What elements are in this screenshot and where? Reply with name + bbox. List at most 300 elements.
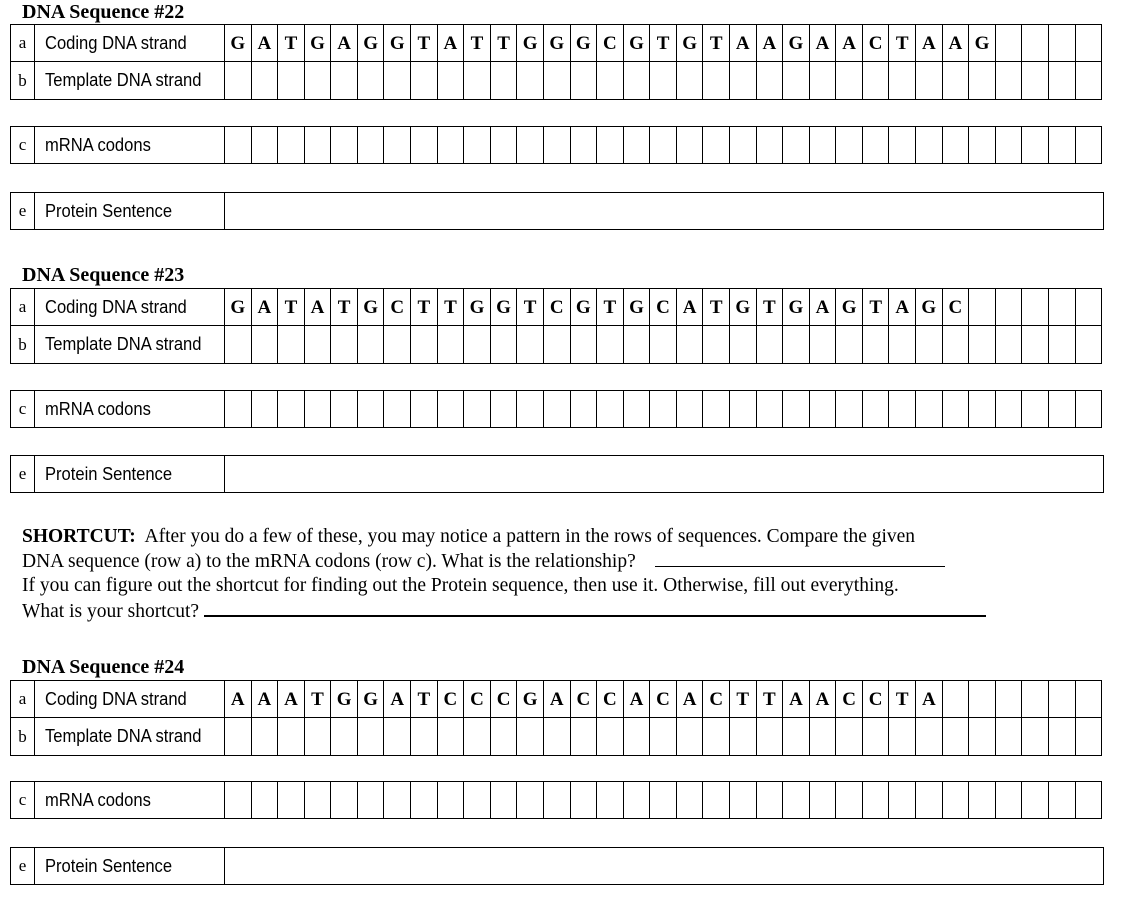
answer-cell[interactable] xyxy=(464,326,491,363)
answer-cell[interactable] xyxy=(1049,782,1076,818)
answer-cell[interactable] xyxy=(438,127,465,163)
base-cell: A xyxy=(783,681,810,717)
answer-cell[interactable] xyxy=(597,718,624,755)
answer-cell[interactable] xyxy=(358,62,385,99)
answer-cell[interactable] xyxy=(810,326,837,363)
answer-cell[interactable] xyxy=(730,782,757,818)
answer-cell[interactable] xyxy=(278,782,305,818)
protein-sentence-label: Protein Sentence xyxy=(35,848,225,884)
answer-cell[interactable] xyxy=(783,391,810,427)
answer-cell[interactable] xyxy=(464,391,491,427)
seq23-mrna-row xyxy=(10,390,1102,428)
answer-cell[interactable] xyxy=(225,782,252,818)
seq24-mrna-row xyxy=(10,781,1102,819)
answer-cell[interactable] xyxy=(624,127,651,163)
answer-cell[interactable] xyxy=(384,127,411,163)
answer-cell[interactable] xyxy=(358,326,385,363)
answer-cell[interactable] xyxy=(757,127,784,163)
answer-cell[interactable] xyxy=(889,62,916,99)
shortcut-text-1: After you do a few of these, you may notice a pattern in the rows of sequences. Compare the given xyxy=(144,526,916,547)
base-cell: A xyxy=(305,289,332,325)
answer-cell[interactable] xyxy=(810,62,837,99)
answer-cell[interactable] xyxy=(571,127,598,163)
answer-cell[interactable] xyxy=(757,782,784,818)
answer-cell[interactable] xyxy=(703,127,730,163)
mrna-codons-label: mRNA codons xyxy=(35,391,225,427)
answer-cell[interactable] xyxy=(1076,62,1102,99)
answer-cell[interactable] xyxy=(438,782,465,818)
answer-cell[interactable] xyxy=(703,391,730,427)
shortcut-paragraph xyxy=(22,525,1102,624)
answer-cell[interactable] xyxy=(544,782,571,818)
template-strand-label: Template DNA strand xyxy=(35,62,225,99)
base-cell xyxy=(1076,289,1102,325)
answer-cell[interactable] xyxy=(863,127,890,163)
answer-cell[interactable] xyxy=(703,326,730,363)
base-cell: C xyxy=(491,681,518,717)
answer-cell[interactable] xyxy=(517,391,544,427)
answer-cell[interactable] xyxy=(225,326,252,363)
answer-cell[interactable] xyxy=(1049,127,1076,163)
answer-cell[interactable] xyxy=(943,326,970,363)
base-cell: A xyxy=(225,681,252,717)
answer-cell[interactable] xyxy=(358,782,385,818)
answer-cell[interactable] xyxy=(889,782,916,818)
answer-cell[interactable] xyxy=(916,127,943,163)
base-cell: C xyxy=(836,681,863,717)
answer-cell[interactable] xyxy=(1049,326,1076,363)
base-cell: T xyxy=(438,289,465,325)
answer-cell[interactable] xyxy=(916,782,943,818)
base-cell: T xyxy=(411,289,438,325)
answer-cell[interactable] xyxy=(783,718,810,755)
answer-cell[interactable] xyxy=(1049,391,1076,427)
base-cell: G xyxy=(624,25,651,61)
answer-cell[interactable] xyxy=(331,782,358,818)
base-cell: C xyxy=(571,681,598,717)
base-cell: T xyxy=(331,289,358,325)
row-letter-b: b xyxy=(11,326,35,363)
answer-cell[interactable] xyxy=(438,391,465,427)
answer-cell[interactable] xyxy=(225,391,252,427)
seq22-template-row xyxy=(10,62,1102,100)
seq23-template-row xyxy=(10,326,1102,364)
answer-cell[interactable] xyxy=(996,127,1023,163)
answer-cell[interactable] xyxy=(624,782,651,818)
seq24-coding-row xyxy=(10,680,1102,718)
answer-cell[interactable] xyxy=(571,391,598,427)
template-strand-label: Template DNA strand xyxy=(35,326,225,363)
answer-cell[interactable] xyxy=(571,782,598,818)
answer-cell[interactable] xyxy=(252,62,279,99)
base-cell xyxy=(1022,681,1049,717)
answer-cell[interactable] xyxy=(996,326,1023,363)
answer-cell[interactable] xyxy=(597,326,624,363)
answer-cell[interactable] xyxy=(544,326,571,363)
answer-cell[interactable] xyxy=(597,782,624,818)
answer-cell[interactable] xyxy=(305,718,332,755)
base-cell xyxy=(1022,25,1049,61)
answer-cell[interactable] xyxy=(305,326,332,363)
answer-cell[interactable] xyxy=(783,127,810,163)
seq24-protein-row xyxy=(10,847,1104,885)
answer-cell[interactable] xyxy=(730,326,757,363)
base-cell: T xyxy=(757,289,784,325)
seq22-protein-row xyxy=(10,192,1104,230)
answer-cell[interactable] xyxy=(225,718,252,755)
answer-cell[interactable] xyxy=(411,127,438,163)
base-cell: T xyxy=(597,289,624,325)
answer-cell[interactable] xyxy=(1076,391,1102,427)
answer-cell[interactable] xyxy=(677,391,704,427)
answer-cell[interactable] xyxy=(810,718,837,755)
answer-cell[interactable] xyxy=(916,391,943,427)
answer-cell[interactable] xyxy=(252,391,279,427)
answer-cell[interactable] xyxy=(597,62,624,99)
answer-cell[interactable] xyxy=(863,718,890,755)
base-cell xyxy=(969,289,996,325)
base-cell xyxy=(1076,25,1102,61)
answer-cell[interactable] xyxy=(889,718,916,755)
answer-cell[interactable] xyxy=(331,718,358,755)
answer-cell[interactable] xyxy=(252,718,279,755)
answer-cell[interactable] xyxy=(1022,391,1049,427)
answer-cell[interactable] xyxy=(677,62,704,99)
base-cell: A xyxy=(889,289,916,325)
answer-cell[interactable] xyxy=(996,782,1023,818)
answer-cell[interactable] xyxy=(863,326,890,363)
answer-cell[interactable] xyxy=(677,718,704,755)
answer-cell[interactable] xyxy=(889,127,916,163)
answer-cell[interactable] xyxy=(1022,718,1049,755)
base-cell: T xyxy=(517,289,544,325)
seq23-protein-row xyxy=(10,455,1104,493)
answer-cell[interactable] xyxy=(624,718,651,755)
answer-cell[interactable] xyxy=(703,718,730,755)
base-cell xyxy=(1049,25,1076,61)
answer-cell[interactable] xyxy=(1022,62,1049,99)
protein-sentence-label: Protein Sentence xyxy=(35,193,225,229)
answer-cell[interactable] xyxy=(358,391,385,427)
answer-cell[interactable] xyxy=(225,127,252,163)
answer-cell[interactable] xyxy=(1022,127,1049,163)
shortcut-text-4: What is your shortcut? xyxy=(22,600,200,622)
answer-cell[interactable] xyxy=(384,326,411,363)
base-cell: A xyxy=(252,289,279,325)
answer-cell[interactable] xyxy=(810,391,837,427)
answer-cell[interactable] xyxy=(305,782,332,818)
answer-cell[interactable] xyxy=(836,391,863,427)
answer-cell[interactable] xyxy=(278,127,305,163)
base-cell: G xyxy=(358,681,385,717)
base-cell: G xyxy=(624,289,651,325)
answer-cell[interactable] xyxy=(703,62,730,99)
seq22-coding-grid xyxy=(225,25,1101,61)
base-cell: A xyxy=(916,681,943,717)
base-cell: T xyxy=(491,25,518,61)
answer-cell[interactable] xyxy=(305,62,332,99)
answer-cell[interactable] xyxy=(677,782,704,818)
base-cell: G xyxy=(783,289,810,325)
answer-cell[interactable] xyxy=(517,326,544,363)
base-cell: G xyxy=(331,681,358,717)
answer-cell[interactable] xyxy=(1076,127,1102,163)
base-cell: T xyxy=(889,25,916,61)
shortcut-text-3: If you can figure out the shortcut for finding out the Protein sequence, then use it. Otherwise, fill out everything. xyxy=(22,575,899,596)
base-cell: C xyxy=(863,25,890,61)
answer-cell[interactable] xyxy=(252,782,279,818)
answer-cell[interactable] xyxy=(464,127,491,163)
answer-cell[interactable] xyxy=(996,718,1023,755)
answer-cell[interactable] xyxy=(544,62,571,99)
base-cell: G xyxy=(358,25,385,61)
answer-cell[interactable] xyxy=(996,62,1023,99)
answer-cell[interactable] xyxy=(650,782,677,818)
base-cell: C xyxy=(597,681,624,717)
answer-cell[interactable] xyxy=(384,62,411,99)
answer-cell[interactable] xyxy=(305,391,332,427)
sequence-22-title: DNA Sequence #22 xyxy=(22,1,185,23)
answer-cell[interactable] xyxy=(491,127,518,163)
answer-cell[interactable] xyxy=(836,62,863,99)
base-cell: C xyxy=(650,681,677,717)
row-letter-e: e xyxy=(11,456,35,492)
answer-cell[interactable] xyxy=(384,391,411,427)
answer-cell[interactable] xyxy=(252,326,279,363)
answer-cell[interactable] xyxy=(730,127,757,163)
answer-cell[interactable] xyxy=(358,127,385,163)
answer-cell[interactable] xyxy=(783,782,810,818)
sequence-23-title: DNA Sequence #23 xyxy=(22,264,185,286)
base-cell: A xyxy=(836,25,863,61)
answer-cell[interactable] xyxy=(836,782,863,818)
answer-cell[interactable] xyxy=(278,718,305,755)
answer-cell[interactable] xyxy=(1049,718,1076,755)
answer-cell[interactable] xyxy=(783,62,810,99)
answer-cell[interactable] xyxy=(969,391,996,427)
answer-cell[interactable] xyxy=(491,782,518,818)
base-cell: T xyxy=(411,681,438,717)
shortcut-answer-blank[interactable] xyxy=(204,599,986,617)
answer-cell[interactable] xyxy=(544,718,571,755)
answer-cell[interactable] xyxy=(517,127,544,163)
answer-cell[interactable] xyxy=(411,782,438,818)
shortcut-heading: SHORTCUT: xyxy=(22,526,136,547)
base-cell xyxy=(1022,289,1049,325)
base-cell: C xyxy=(544,289,571,325)
answer-cell[interactable] xyxy=(1049,62,1076,99)
base-cell: G xyxy=(517,681,544,717)
template-strand-label: Template DNA strand xyxy=(35,718,225,755)
answer-cell[interactable] xyxy=(438,326,465,363)
base-cell: G xyxy=(730,289,757,325)
base-cell: G xyxy=(464,289,491,325)
base-cell: C xyxy=(943,289,970,325)
answer-cell[interactable] xyxy=(384,782,411,818)
base-cell: T xyxy=(703,25,730,61)
base-cell: C xyxy=(597,25,624,61)
answer-cell[interactable] xyxy=(225,62,252,99)
answer-cell[interactable] xyxy=(1076,718,1102,755)
seq22-protein-answer-field[interactable] xyxy=(225,193,1103,229)
answer-cell[interactable] xyxy=(703,782,730,818)
answer-cell[interactable] xyxy=(384,718,411,755)
answer-cell[interactable] xyxy=(757,326,784,363)
answer-cell[interactable] xyxy=(810,127,837,163)
answer-cell[interactable] xyxy=(757,62,784,99)
answer-cell[interactable] xyxy=(1022,782,1049,818)
base-cell: G xyxy=(677,25,704,61)
seq23-coding-grid xyxy=(225,289,1101,325)
row-letter-a: a xyxy=(11,289,35,325)
answer-cell[interactable] xyxy=(544,391,571,427)
seq22-mrna-grid xyxy=(225,127,1101,163)
answer-cell[interactable] xyxy=(517,62,544,99)
answer-cell[interactable] xyxy=(571,718,598,755)
answer-cell[interactable] xyxy=(331,326,358,363)
answer-cell[interactable] xyxy=(757,718,784,755)
base-cell xyxy=(996,289,1023,325)
answer-cell[interactable] xyxy=(331,62,358,99)
seq22-mrna-row xyxy=(10,126,1102,164)
base-cell: T xyxy=(757,681,784,717)
answer-cell[interactable] xyxy=(916,326,943,363)
base-cell: A xyxy=(252,25,279,61)
row-letter-a: a xyxy=(11,25,35,61)
answer-cell[interactable] xyxy=(597,127,624,163)
coding-strand-label: Coding DNA strand xyxy=(35,681,225,717)
seq24-coding-grid xyxy=(225,681,1101,717)
answer-cell[interactable] xyxy=(677,326,704,363)
answer-cell[interactable] xyxy=(464,62,491,99)
answer-cell[interactable] xyxy=(491,326,518,363)
base-cell xyxy=(996,25,1023,61)
base-cell xyxy=(1076,681,1102,717)
answer-cell[interactable] xyxy=(544,127,571,163)
answer-cell[interactable] xyxy=(943,127,970,163)
answer-cell[interactable] xyxy=(624,391,651,427)
answer-cell[interactable] xyxy=(863,391,890,427)
answer-cell[interactable] xyxy=(411,326,438,363)
answer-cell[interactable] xyxy=(278,391,305,427)
answer-cell[interactable] xyxy=(889,391,916,427)
answer-cell[interactable] xyxy=(491,62,518,99)
seq23-protein-answer-field[interactable] xyxy=(225,456,1103,492)
answer-cell[interactable] xyxy=(757,391,784,427)
shortcut-text-2: DNA sequence (row a) to the mRNA codons (row c). What is the relationship? xyxy=(22,550,636,572)
answer-cell[interactable] xyxy=(1076,782,1102,818)
base-cell: A xyxy=(278,681,305,717)
answer-cell[interactable] xyxy=(943,391,970,427)
answer-cell[interactable] xyxy=(916,62,943,99)
base-cell: A xyxy=(624,681,651,717)
answer-cell[interactable] xyxy=(571,62,598,99)
answer-cell[interactable] xyxy=(650,718,677,755)
answer-cell[interactable] xyxy=(916,718,943,755)
answer-cell[interactable] xyxy=(863,782,890,818)
answer-cell[interactable] xyxy=(943,782,970,818)
base-cell: G xyxy=(571,289,598,325)
answer-cell[interactable] xyxy=(624,326,651,363)
answer-cell[interactable] xyxy=(517,718,544,755)
answer-cell[interactable] xyxy=(943,718,970,755)
answer-cell[interactable] xyxy=(464,782,491,818)
base-cell: T xyxy=(411,25,438,61)
base-cell: A xyxy=(943,25,970,61)
row-letter-c: c xyxy=(11,391,35,427)
answer-cell[interactable] xyxy=(358,718,385,755)
answer-cell[interactable] xyxy=(836,718,863,755)
answer-cell[interactable] xyxy=(969,326,996,363)
shortcut-line-4 xyxy=(22,599,1102,625)
answer-cell[interactable] xyxy=(491,391,518,427)
seq22-template-grid xyxy=(225,62,1101,99)
answer-cell[interactable] xyxy=(650,62,677,99)
answer-cell[interactable] xyxy=(677,127,704,163)
row-letter-e: e xyxy=(11,193,35,229)
answer-cell[interactable] xyxy=(730,718,757,755)
answer-cell[interactable] xyxy=(624,62,651,99)
row-letter-b: b xyxy=(11,62,35,99)
protein-sentence-label: Protein Sentence xyxy=(35,456,225,492)
answer-cell[interactable] xyxy=(969,718,996,755)
answer-cell[interactable] xyxy=(730,391,757,427)
base-cell: A xyxy=(730,25,757,61)
answer-cell[interactable] xyxy=(996,391,1023,427)
base-cell xyxy=(996,681,1023,717)
base-cell: T xyxy=(889,681,916,717)
answer-cell[interactable] xyxy=(1076,326,1102,363)
answer-cell[interactable] xyxy=(650,326,677,363)
answer-cell[interactable] xyxy=(278,326,305,363)
answer-cell[interactable] xyxy=(571,326,598,363)
base-cell: G xyxy=(384,25,411,61)
answer-cell[interactable] xyxy=(889,326,916,363)
answer-cell[interactable] xyxy=(331,391,358,427)
answer-cell[interactable] xyxy=(1022,326,1049,363)
answer-cell[interactable] xyxy=(491,718,518,755)
answer-cell[interactable] xyxy=(783,326,810,363)
answer-cell[interactable] xyxy=(969,127,996,163)
answer-cell[interactable] xyxy=(278,62,305,99)
answer-cell[interactable] xyxy=(810,782,837,818)
answer-cell[interactable] xyxy=(597,391,624,427)
answer-cell[interactable] xyxy=(863,62,890,99)
answer-cell[interactable] xyxy=(411,391,438,427)
answer-cell[interactable] xyxy=(650,127,677,163)
answer-cell[interactable] xyxy=(650,391,677,427)
base-cell: A xyxy=(810,25,837,61)
answer-cell[interactable] xyxy=(836,326,863,363)
answer-cell[interactable] xyxy=(438,62,465,99)
answer-cell[interactable] xyxy=(411,62,438,99)
relationship-answer-blank[interactable] xyxy=(655,550,945,567)
answer-cell[interactable] xyxy=(943,62,970,99)
answer-cell[interactable] xyxy=(411,718,438,755)
answer-cell[interactable] xyxy=(305,127,332,163)
answer-cell[interactable] xyxy=(836,127,863,163)
answer-cell[interactable] xyxy=(252,127,279,163)
answer-cell[interactable] xyxy=(969,62,996,99)
base-cell: T xyxy=(650,25,677,61)
answer-cell[interactable] xyxy=(730,62,757,99)
answer-cell[interactable] xyxy=(969,782,996,818)
answer-cell[interactable] xyxy=(438,718,465,755)
answer-cell[interactable] xyxy=(464,718,491,755)
answer-cell[interactable] xyxy=(517,782,544,818)
answer-cell[interactable] xyxy=(331,127,358,163)
seq24-protein-answer-field[interactable] xyxy=(225,848,1103,884)
